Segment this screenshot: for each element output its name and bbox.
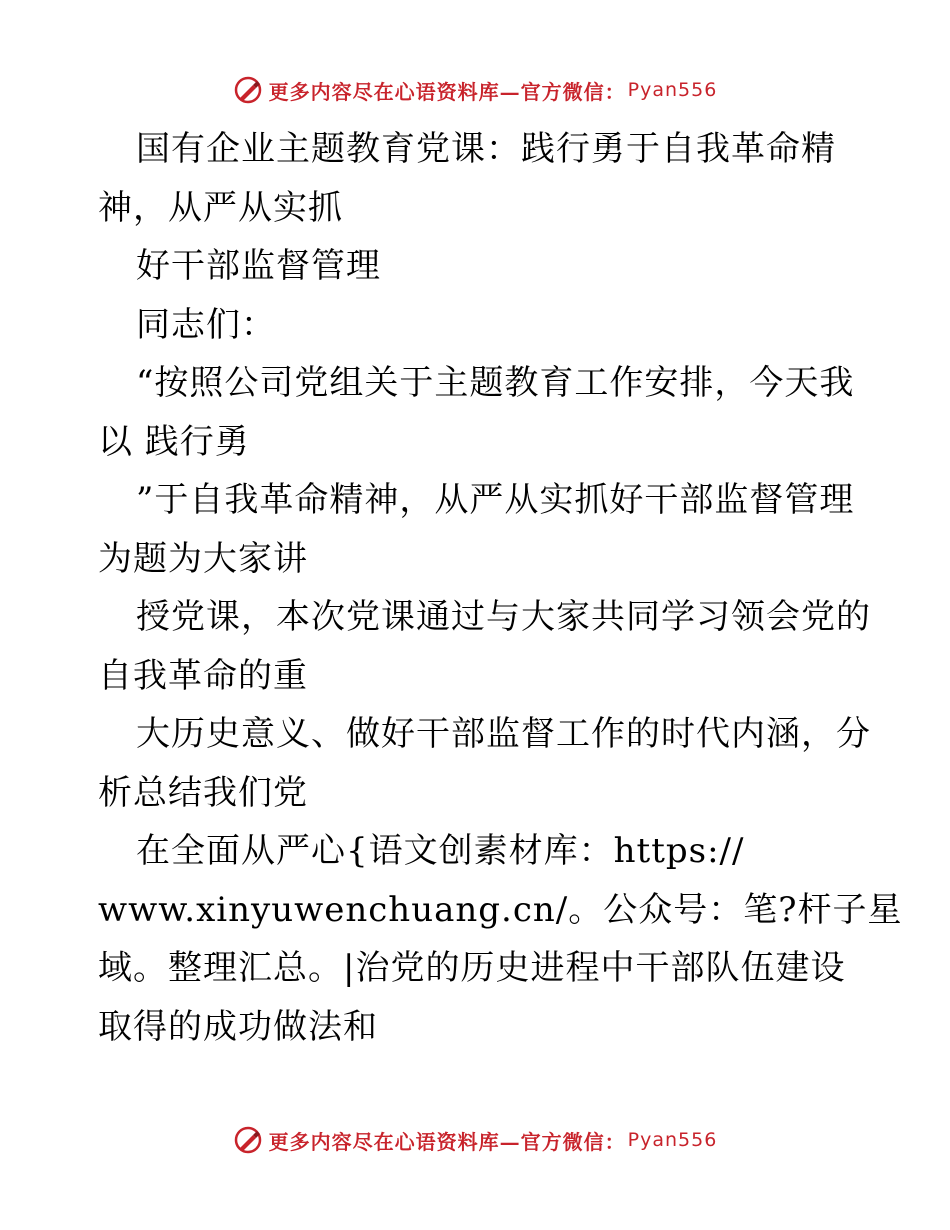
header-banner-text: 更多内容尽在心语资料库—官方微信： [268,79,626,104]
body-line: 国有企业主题教育党课：践行勇于自我革命精 [136,129,836,169]
footer-wechat-id: Pyan556 [627,1129,718,1151]
body-line: 授党课，本次党课通过与大家共同学习领会党的 [136,597,871,637]
body-line: www.xinyuwenchuang.cn/。公众号：笔?杆子星 [98,889,903,930]
body-line: ”于自我革命精神，从严从实抓好干部监督管理 [136,480,855,520]
body-line: 以 践行勇 [98,421,250,462]
footer-banner [0,1120,950,1160]
pen-circle-logo-icon [233,1125,263,1155]
body-line: 取得的成功做法和 [98,1006,378,1047]
footer-banner-text: 更多内容尽在心语资料库—官方微信： [268,1129,626,1154]
pen-circle-logo-icon [233,75,263,105]
document-body [98,120,903,1056]
body-line: 在全面从严心{语文创素材库：https:// [136,831,745,871]
body-line: 为题为大家讲 [98,538,308,579]
body-line: 神，从严从实抓 [98,187,343,228]
body-line: 域。整理汇总。|治党的历史进程中干部队伍建设 [98,948,846,988]
body-line: 同志们： [136,304,276,345]
header-wechat-id: Pyan556 [627,79,718,101]
body-line: 自我革命的重 [98,655,308,696]
body-line: “按照公司党组关于主题教育工作安排，今天我 [136,363,855,403]
body-line: 大历史意义、做好干部监督工作的时代内涵，分 [136,714,871,754]
body-line: 析总结我们党 [98,772,308,813]
header-banner [0,70,950,110]
body-line: 好干部监督管理 [136,246,381,286]
